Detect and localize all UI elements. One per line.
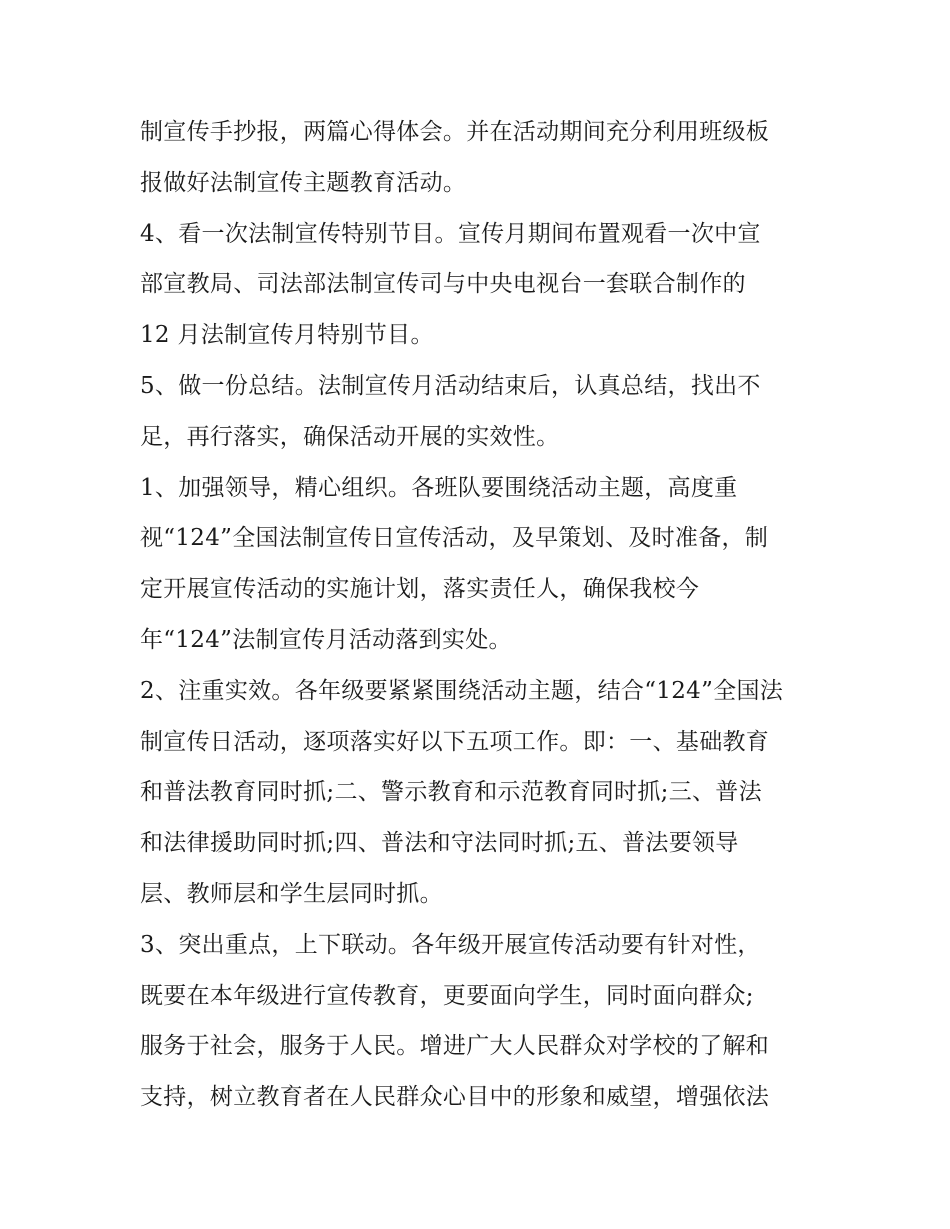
text-line: 4、看一次法制宣传特别节目。宣传月期间布置观看一次中宣 — [140, 220, 761, 247]
text-line: 既要在本年级进行宣传教育，更要面向学生，同时面向群众; — [140, 982, 754, 1009]
text-line: 和普法教育同时抓;二、警示教育和示范教育同时抓;三、普法 — [140, 779, 762, 806]
text-line: 2、注重实效。各年级要紧紧围绕活动主题，结合“124”全国法 — [140, 677, 784, 704]
text-line: 和法律援助同时抓;四、普法和守法同时抓;五、普法要领导 — [140, 830, 739, 857]
text-line: 视“124”全国法制宣传日宣传活动，及早策划、及时准备，制 — [140, 525, 769, 552]
text-line: 3、突出重点，上下联动。各年级开展宣传活动要有针对性， — [140, 931, 761, 958]
text-line: 年“124”法制宣传月活动落到实处。 — [140, 626, 512, 653]
text-line: 制宣传日活动，逐项落实好以下五项工作。即：一、基础教育 — [140, 728, 770, 755]
text-line: 层、教师层和学生层同时抓。 — [140, 880, 443, 907]
text-line: 服务于社会，服务于人民。增进广大人民群众对学校的了解和 — [140, 1033, 770, 1060]
text-line: 定开展宣传活动的实施计划，落实责任人，确保我校今 — [140, 576, 700, 603]
text-line: 5、做一份总结。法制宣传月活动结束后，认真总结，找出不 — [140, 372, 761, 399]
text-line: 足，再行落实，确保活动开展的实效性。 — [140, 423, 560, 450]
text-line: 报做好法制宣传主题教育活动。 — [140, 169, 467, 196]
text-line: 1、加强领导，精心组织。各班队要围绕活动主题，高度重 — [140, 474, 738, 501]
text-line: 制宣传手抄报，两篇心得体会。并在活动期间充分利用班级板 — [140, 119, 770, 145]
text-line: 12 月法制宣传月特别节目。 — [140, 322, 434, 349]
text-line: 支持，树立教育者在人民群众心目中的形象和威望，增强依法 — [140, 1084, 770, 1111]
text-line: 部宣教局、司法部法制宣传司与中央电视台一套联合制作的 — [140, 271, 746, 298]
document-body — [140, 107, 830, 1123]
